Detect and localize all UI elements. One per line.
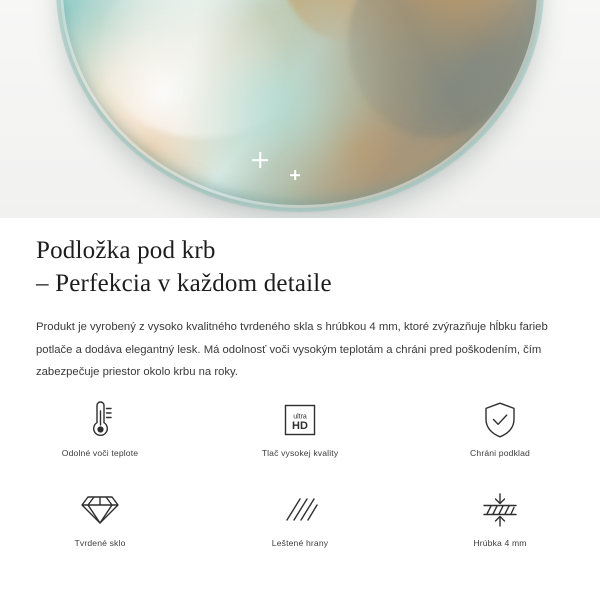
feature-label: Chráni podklad bbox=[470, 448, 530, 458]
feature-label: Tlač vysokej kvality bbox=[261, 448, 339, 458]
polished-edges-icon bbox=[281, 488, 319, 532]
headline-line-2: – Perfekcia v každom detaile bbox=[36, 270, 332, 297]
thickness-icon bbox=[480, 488, 520, 532]
feature-item-temperature bbox=[0, 392, 200, 476]
feature-label: Leštené hrany bbox=[271, 538, 329, 548]
headline-line-1: Podložka pod krb bbox=[36, 237, 216, 264]
diamond-icon bbox=[80, 488, 120, 532]
svg-text:ultra: ultra bbox=[293, 413, 307, 421]
feature-label: Odolné voči teplote bbox=[61, 448, 139, 458]
feature-label: Tvrdené sklo bbox=[74, 538, 126, 548]
feature-item-surface-protection bbox=[400, 392, 600, 476]
shield-check-icon bbox=[483, 398, 517, 442]
thermometer-icon bbox=[83, 398, 117, 442]
feature-item-print-quality bbox=[200, 392, 400, 476]
glass-plate-illustration bbox=[60, 0, 540, 208]
feature-item-tempered-glass bbox=[0, 482, 200, 566]
feature-item-polished-edges bbox=[200, 482, 400, 566]
page-title bbox=[0, 218, 600, 300]
glass-plate-surface bbox=[60, 0, 540, 208]
text-block bbox=[0, 218, 600, 384]
ultra-hd-icon bbox=[281, 398, 319, 442]
product-description: Produkt je vyrobený z vysoko kvalitného tvrdeného skla s hrúbkou 4 mm, ktoré zvýrazňuje hĺbku farieb potlače a dodáva elegantný lesk. Má odolnosť voči vysokým teplotám a chráni pred poškodením, čím zabezpečuje priestor okolo krbu na roky. bbox=[36, 321, 548, 379]
hero-image bbox=[0, 0, 600, 218]
svg-text:HD: HD bbox=[292, 420, 308, 432]
feature-grid bbox=[0, 392, 600, 566]
feature-item-thickness bbox=[400, 482, 600, 566]
feature-label: Hrúbka 4 mm bbox=[473, 538, 527, 548]
